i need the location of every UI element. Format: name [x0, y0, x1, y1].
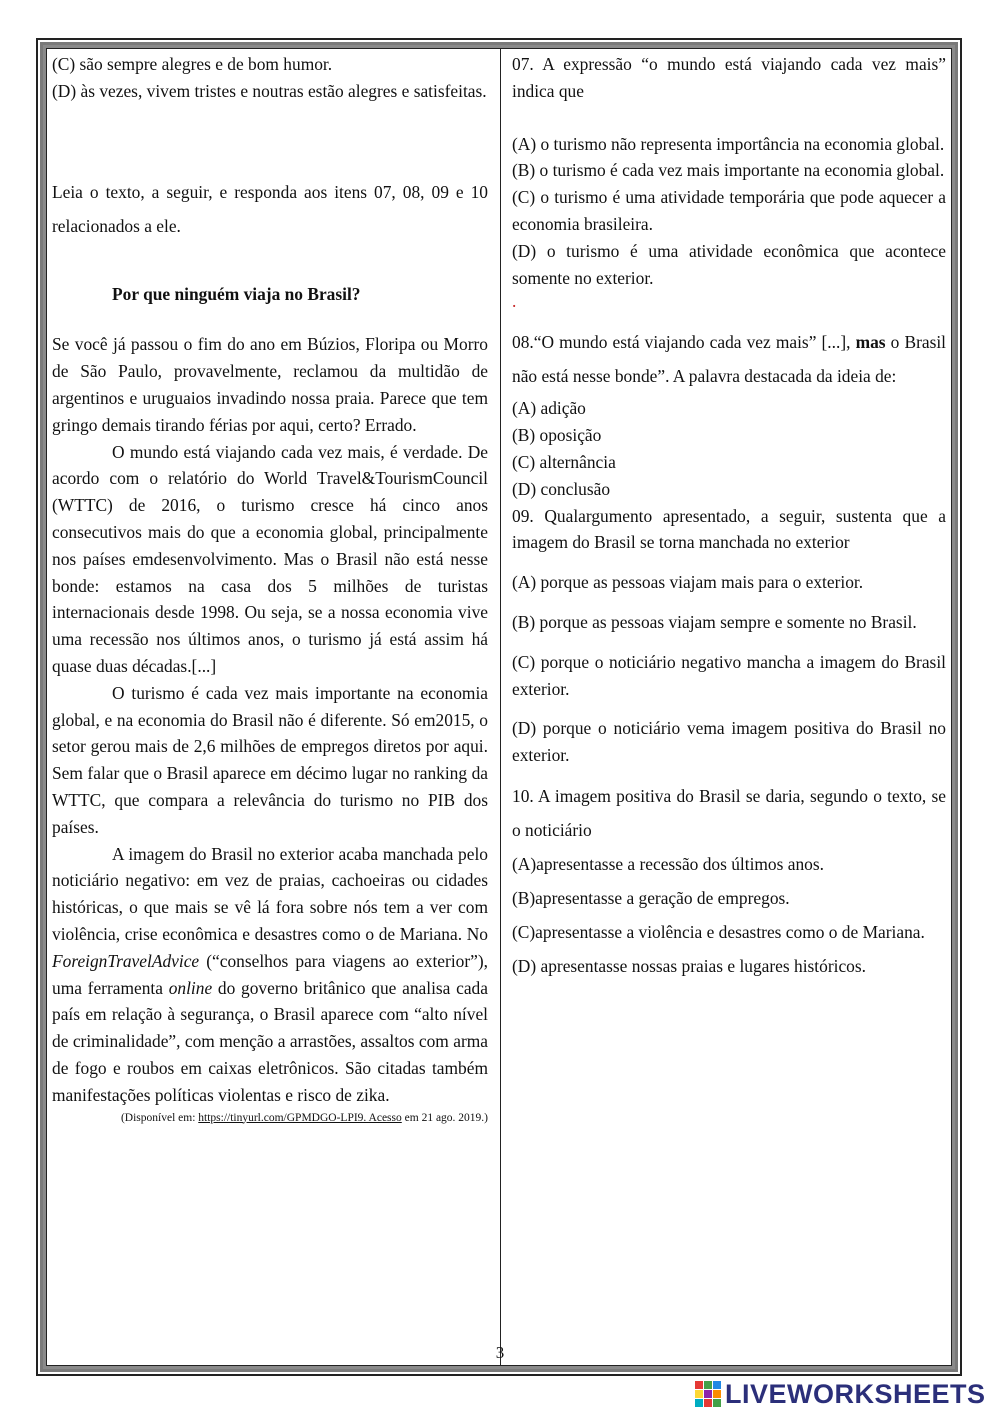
- reading-instruction: Leia o texto, a seguir, e responda aos itens 07, 08, 09 e 10 relacionados a ele.: [52, 181, 488, 236]
- question-07-option-a: (A) o turismo não representa importância na economia global.: [512, 133, 945, 154]
- text-paragraph-1: Se você já passou o fim do ano em Búzios, Floripa ou Morro de São Paulo, provavelmente, reclamou da multidão de argentinos e uruguaios invadindo nossa praia. Parece que tem gringo demais tirando férias por aqui, certo? Errado.: [52, 334, 488, 435]
- question-09-option-d: (D) porque o noticiário vema imagem positiva do Brasil no exterior.: [512, 718, 946, 766]
- left-column: [52, 51, 488, 1126]
- question-09: 09. Qualargumento apresentado, a seguir, sustenta que a imagem do Brasil se torna manchada no exterior: [512, 505, 946, 553]
- previous-option-c: (C) são sempre alegres e de bom humor.: [52, 54, 333, 74]
- stray-mark: .: [512, 291, 517, 312]
- question-10-option-a: (A)apresentasse a recessão dos últimos anos.: [512, 853, 824, 874]
- text-paragraph-2: O mundo está viajando cada vez mais, é verdade. De acordo com o relatório do World Travel&TourismCouncil (WTTC) de 2016, o turismo cresce há cinco anos consecutivos mais do que a economia global, principalmente nos países emdesenvolvimento. Mas o Brasil não está nesse bonde: estamos na casa dos 5 milhões de turistas internacionais desde 1998. Ou seja, se a nossa economia vive uma recessão nos últimos anos, o turismo já está assim há quase duas décadas.[...]: [52, 441, 488, 676]
- logo-grid-icon: [695, 1381, 721, 1407]
- question-08: 08.“O mundo está viajando cada vez mais” [...], mas o Brasil não está nesse bonde”. A palavra destacada da ideia de:: [512, 332, 947, 387]
- text-source: (Disponível em: https://tinyurl.com/GPMDGO-LPI9. Acesso em 21 ago. 2019.): [120, 1111, 488, 1124]
- question-10-option-d: (D) apresentasse nossas praias e lugares históricos.: [512, 955, 866, 976]
- highlighted-word: mas: [855, 332, 886, 353]
- source-link[interactable]: https://tinyurl.com/GPMDGO-LPI9. Acesso: [198, 1111, 402, 1124]
- question-09-option-c: (C) porque o noticiário negativo mancha a imagem do Brasil exterior.: [512, 651, 946, 699]
- question-10-option-b: (B)apresentasse a geração de empregos.: [512, 887, 790, 908]
- question-08-option-b: (B) oposição: [512, 425, 602, 446]
- question-10-option-c: (C)apresentasse a violência e desastres como o de Mariana.: [512, 921, 925, 942]
- question-08-option-d: (D) conclusão: [512, 478, 611, 499]
- question-09-option-a: (A) porque as pessoas viajam mais para o exterior.: [512, 572, 864, 593]
- question-09-option-b: (B) porque as pessoas viajam sempre e somente no Brasil.: [512, 611, 917, 632]
- text-paragraph-4: A imagem do Brasil no exterior acaba manchada pelo noticiário negativo: em vez de praias, cachoeiras ou cidades históricas, o que mais se vê lá fora sobre nós tem a ver com violência, crise econômica e desastres como o de Mariana. No ForeignTravelAdvice (“conselhos para viagens ao exterior”), uma ferramenta online do governo britânico que analisa cada país em relação à segurança, o Brasil aparece com “alto nível de criminalidade”, com menção a arrastões, assaltos com arma de fogo e roubos em caixas eletrônicos. São citadas também manifestações políticas violentas e risco de zika.: [52, 843, 488, 1105]
- question-10: 10. A imagem positiva do Brasil se daria, segundo o texto, se o noticiário: [512, 785, 946, 840]
- right-column: [512, 51, 946, 983]
- text-paragraph-3: O turismo é cada vez mais importante na economia global, e na economia do Brasil não é diferente. Só em2015, o setor gerou mais de 2,6 milhões de empregos diretos por aqui. Sem falar que o Brasil aparece em décimo lugar no ranking da WTTC, que compara a relevância do turismo no PIB dos países.: [52, 682, 488, 837]
- question-08-option-a: (A) adição: [512, 398, 586, 419]
- question-07-option-b: (B) o turismo é cada vez mais importante na economia global.: [512, 160, 945, 181]
- question-07: 07. A expressão “o mundo está viajando cada vez mais” indica que: [512, 54, 946, 101]
- question-07-option-c: (C) o turismo é uma atividade temporária que pode aquecer a economia brasileira.: [512, 187, 946, 234]
- question-08-option-c: (C) alternância: [512, 451, 616, 472]
- online-italic: online: [168, 977, 213, 998]
- previous-option-d: (D) às vezes, vivem tristes e noutras estão alegres e satisfeitas.: [52, 80, 487, 101]
- column-divider: [500, 49, 501, 1365]
- foreign-travel-advice-italic: ForeignTravelAdvice: [52, 950, 200, 971]
- question-07-option-d: (D) o turismo é uma atividade econômica que acontece somente no exterior.: [512, 240, 946, 288]
- text-title: Por que ninguém viaja no Brasil?: [112, 283, 361, 304]
- logo-text: LIVEWORKSHEETS: [725, 1378, 986, 1409]
- liveworksheets-logo[interactable]: [695, 1376, 995, 1412]
- page-number: 3: [495, 1343, 505, 1362]
